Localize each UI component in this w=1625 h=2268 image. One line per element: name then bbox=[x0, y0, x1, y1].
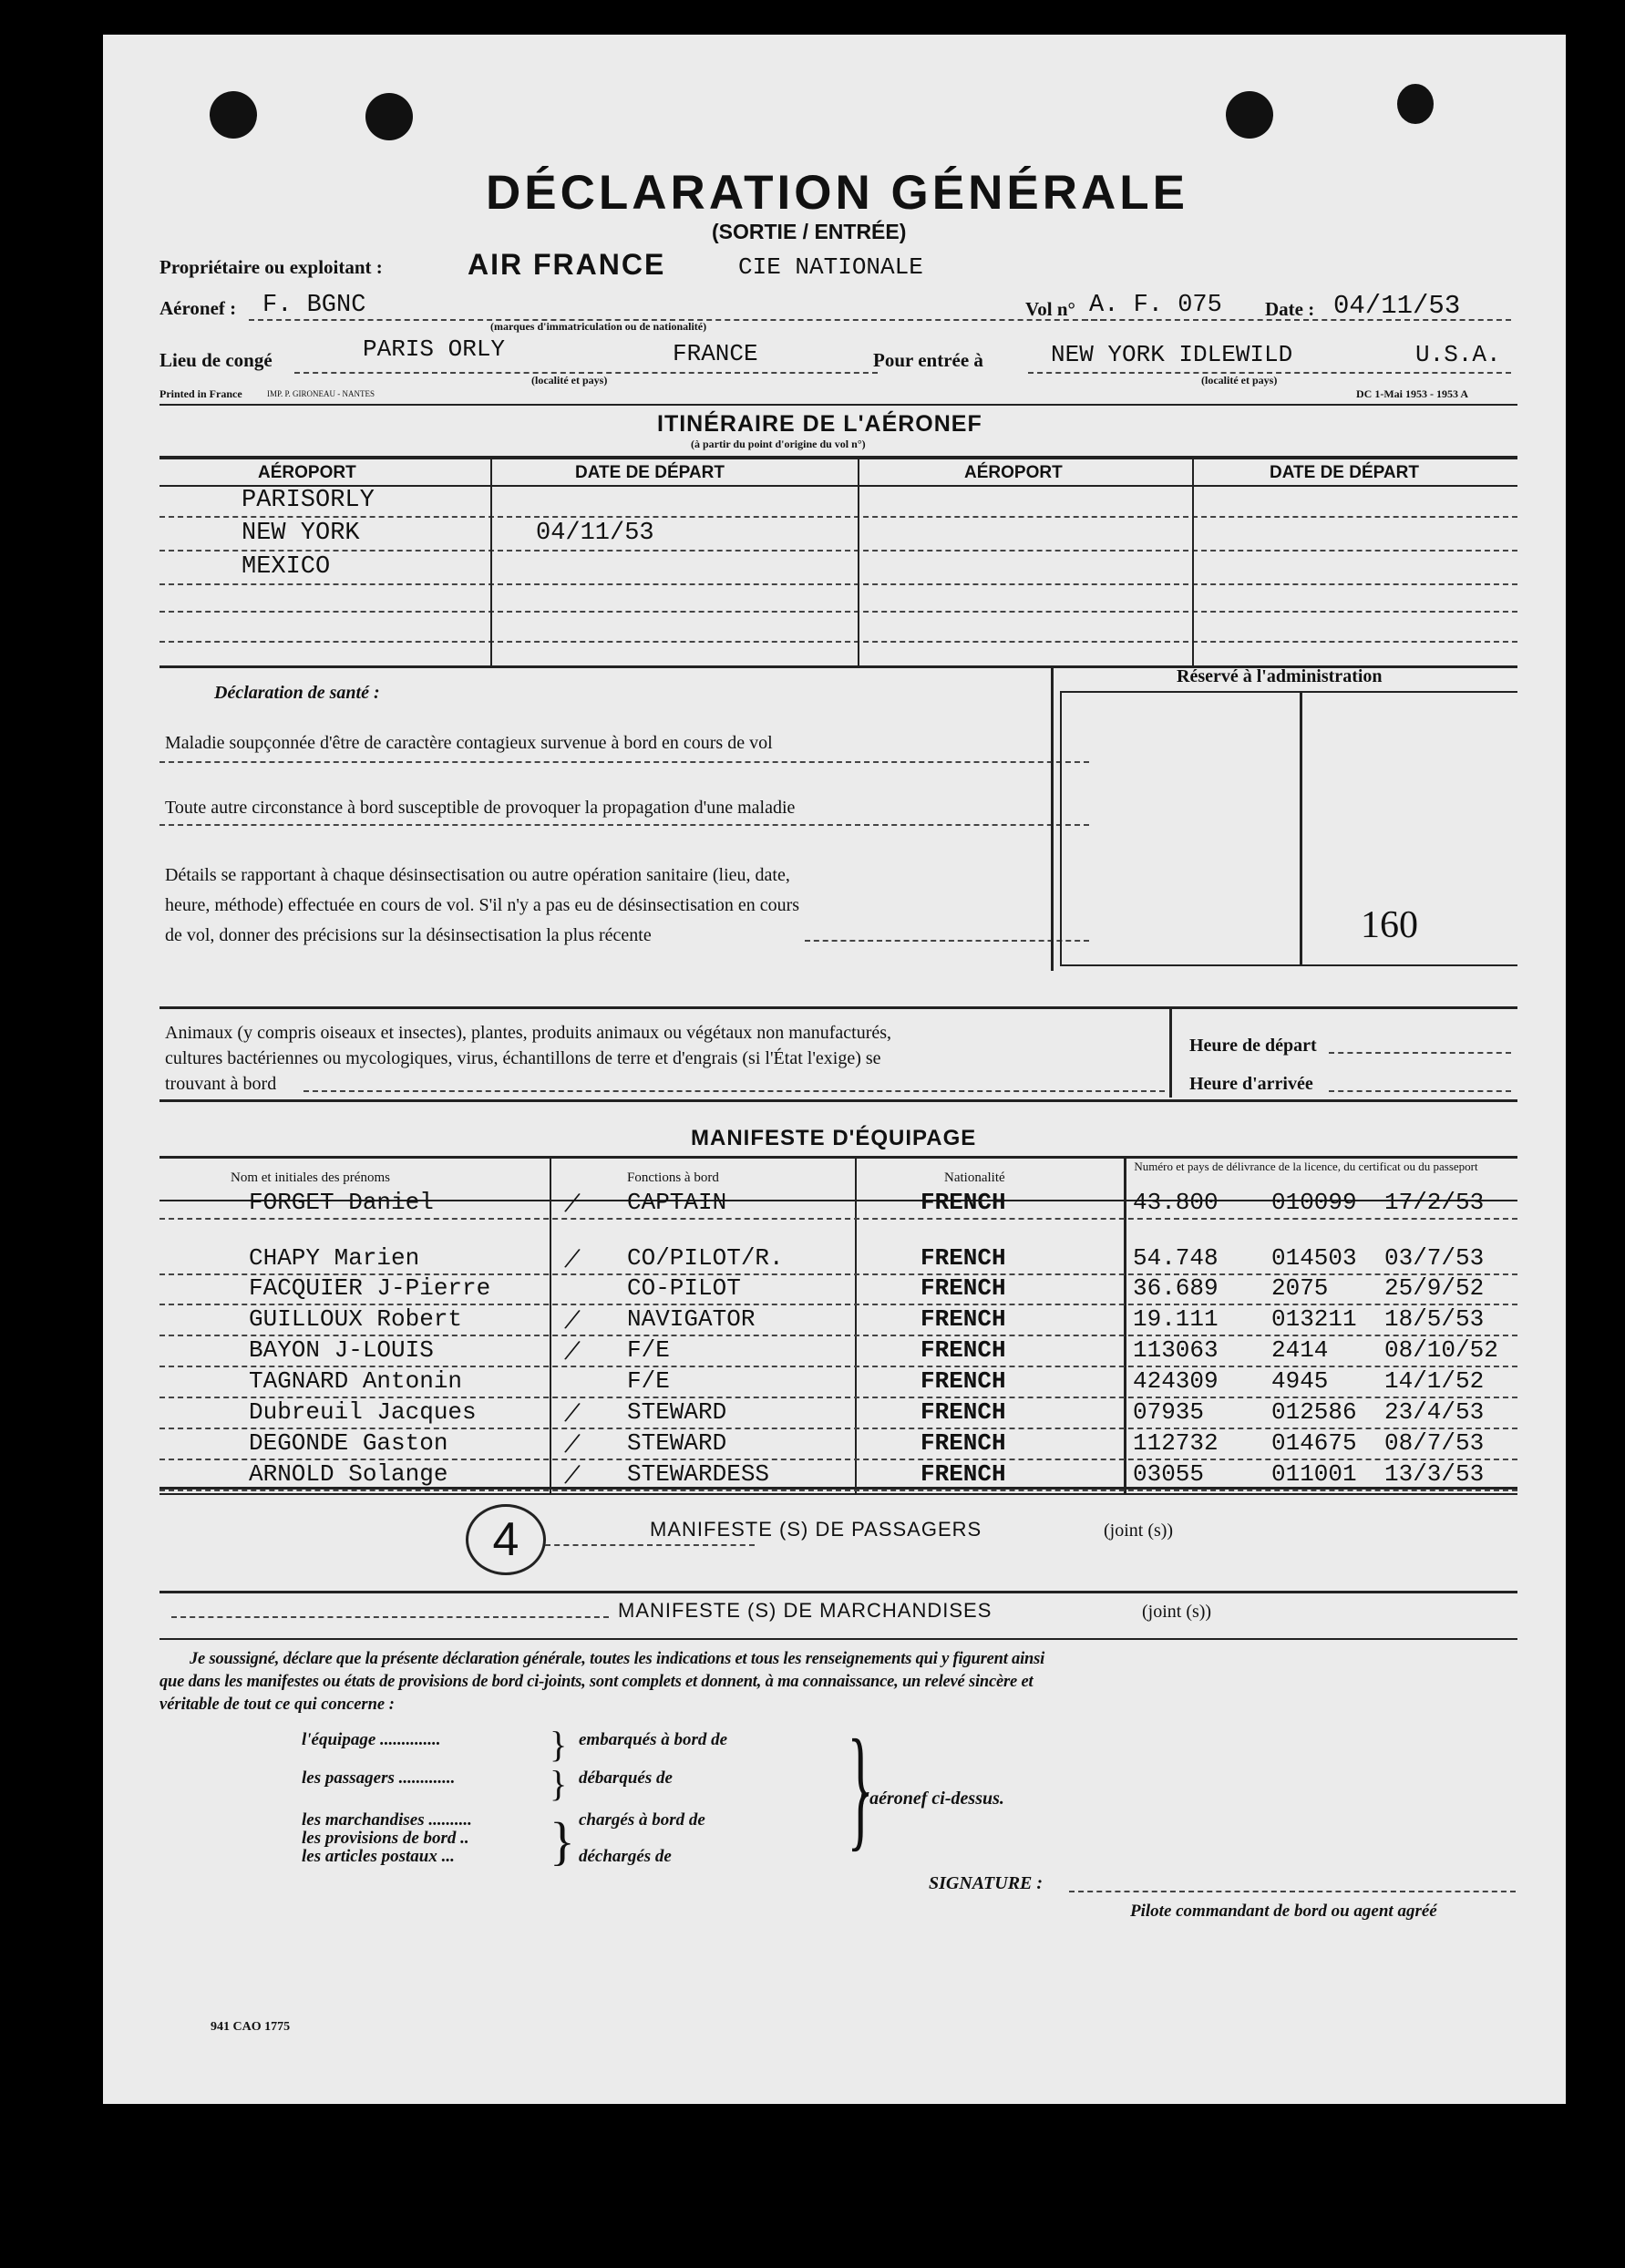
crew-row-rule bbox=[159, 1218, 1517, 1220]
statement-middle-1: embarqués à bord de bbox=[579, 1730, 728, 1749]
crew-header-function: Fonctions à bord bbox=[627, 1170, 719, 1185]
signature-note: Pilote commandant de bord ou agent agréé bbox=[1130, 1902, 1437, 1921]
crew-cell-n1: 43.800 bbox=[1133, 1189, 1219, 1216]
flight-label: Vol n° bbox=[1025, 298, 1075, 320]
crew-header-name: Nom et initiales des prénoms bbox=[231, 1170, 390, 1185]
owner-value-2: CIE NATIONALE bbox=[738, 253, 923, 281]
departure-place-note: (localité et pays) bbox=[531, 374, 608, 387]
itinerary-header-airport-2: AÉROPORT bbox=[964, 463, 1063, 482]
crew-cell-n1: 54.748 bbox=[1133, 1244, 1219, 1272]
departure-place-label: Lieu de congé bbox=[159, 349, 273, 371]
crew-cell-n2: 2414 bbox=[1271, 1336, 1329, 1364]
crew-cell-nationality: FRENCH bbox=[920, 1460, 1006, 1488]
crew-header-nationality: Nationalité bbox=[944, 1170, 1005, 1185]
crew-cell-nationality: FRENCH bbox=[920, 1189, 1006, 1216]
crew-cell-nationality: FRENCH bbox=[920, 1274, 1006, 1302]
crew-cell-nationality: FRENCH bbox=[920, 1398, 1006, 1426]
crew-cell-n2: 013211 bbox=[1271, 1305, 1357, 1333]
form-reference: DC 1-Mai 1953 - 1953 A bbox=[1356, 387, 1468, 400]
crew-cell-n2: 2075 bbox=[1271, 1274, 1329, 1302]
punch-hole bbox=[365, 93, 413, 140]
animals-line-1: Animaux (y compris oiseaux et insectes), plantes, produits animaux ou végétaux non manufacturés, bbox=[165, 1023, 892, 1043]
punch-hole bbox=[1226, 91, 1273, 139]
crew-cell-function: CAPTAIN bbox=[627, 1189, 727, 1216]
crew-cell-name: TAGNARD Antonin bbox=[249, 1367, 463, 1395]
statement-left-5: les articles postaux ... bbox=[302, 1847, 455, 1866]
aircraft-label: Aéronef : bbox=[159, 297, 237, 319]
crew-cell-n3: 08/7/53 bbox=[1384, 1429, 1485, 1457]
statement-left-3: les marchandises .......... bbox=[302, 1810, 472, 1830]
date-value: 04/11/53 bbox=[1333, 291, 1461, 321]
crew-cell-name: ARNOLD Solange bbox=[249, 1460, 448, 1488]
depart-time-label: Heure de départ bbox=[1189, 1036, 1317, 1056]
statement-line-2: que dans les manifestes ou états de provisions de bord ci-joints, sont complets et donnent, à ma connaissance, un relevé sincère et bbox=[159, 1673, 1034, 1691]
passengers-label: MANIFESTE (S) DE PASSAGERS bbox=[650, 1518, 982, 1541]
crew-cell-n1: 36.689 bbox=[1133, 1274, 1219, 1302]
owner-label: Propriétaire ou exploitant : bbox=[159, 256, 383, 278]
goods-label: MANIFESTE (S) DE MARCHANDISES bbox=[618, 1599, 992, 1622]
health-title: Déclaration de santé : bbox=[214, 683, 380, 703]
crew-cell-n1: 113063 bbox=[1133, 1336, 1219, 1364]
crew-cell-name: DEGONDE Gaston bbox=[249, 1429, 448, 1457]
crew-cell-n3: 17/2/53 bbox=[1384, 1189, 1485, 1216]
crew-cell-name: Dubreuil Jacques bbox=[249, 1398, 477, 1426]
crew-cell-n2: 010099 bbox=[1271, 1189, 1357, 1216]
itinerary-airport-3: MEXICO bbox=[242, 553, 331, 581]
crew-cell-n1: 07935 bbox=[1133, 1398, 1205, 1426]
statement-left-4: les provisions de bord .. bbox=[302, 1829, 469, 1848]
check-mark-icon: / bbox=[561, 1424, 583, 1462]
departure-place-value: PARIS ORLY bbox=[363, 335, 506, 363]
check-mark-icon: / bbox=[561, 1331, 583, 1369]
crew-cell-n1: 19.111 bbox=[1133, 1305, 1219, 1333]
crew-cell-function: CO/PILOT/R. bbox=[627, 1244, 784, 1272]
crew-cell-n2: 014503 bbox=[1271, 1244, 1357, 1272]
crew-cell-function: F/E bbox=[627, 1336, 670, 1364]
crew-cell-n2: 4945 bbox=[1271, 1367, 1329, 1395]
entry-label: Pour entrée à bbox=[873, 349, 983, 371]
arrival-time-label: Heure d'arrivée bbox=[1189, 1074, 1313, 1094]
statement-left-2: les passagers ............. bbox=[302, 1768, 456, 1788]
brace: } bbox=[550, 1724, 568, 1765]
itinerary-header-date-2: DATE DE DÉPART bbox=[1270, 463, 1419, 482]
crew-cell-name: BAYON J-LOUIS bbox=[249, 1336, 434, 1364]
flight-value: A. F. 075 bbox=[1089, 292, 1222, 319]
owner-value: AIR FRANCE bbox=[468, 248, 666, 281]
signature-label: SIGNATURE : bbox=[929, 1873, 1044, 1893]
statement-left-1: l'équipage .............. bbox=[302, 1730, 441, 1749]
entry-country-value: U.S.A. bbox=[1415, 341, 1501, 368]
printed-note: Printed in France bbox=[159, 387, 242, 400]
crew-cell-n2: 012586 bbox=[1271, 1398, 1357, 1426]
crew-header-license: Numéro et pays de délivrance de la licence, du certificat ou du passeport bbox=[1134, 1160, 1478, 1173]
crew-cell-n3: 25/9/52 bbox=[1384, 1274, 1485, 1302]
crew-cell-name: CHAPY Marien bbox=[249, 1244, 420, 1272]
aircraft-value: F. BGNC bbox=[262, 292, 366, 319]
big-brace: } bbox=[847, 1712, 874, 1863]
printer-note: IMP. P. GIRONEAU - NANTES bbox=[267, 389, 375, 398]
statement-middle-2: débarqués de bbox=[579, 1768, 673, 1788]
crew-cell-function: F/E bbox=[627, 1367, 670, 1395]
health-line-3a: Détails se rapportant à chaque désinsectisation ou autre opération sanitaire (lieu, date, bbox=[165, 865, 790, 885]
crew-cell-nationality: FRENCH bbox=[920, 1305, 1006, 1333]
check-mark-icon: / bbox=[561, 1183, 583, 1222]
passengers-joint: (joint (s)) bbox=[1104, 1521, 1174, 1541]
crew-cell-nationality: FRENCH bbox=[920, 1244, 1006, 1272]
crew-cell-n1: 03055 bbox=[1133, 1460, 1205, 1488]
health-line-3b: heure, méthode) effectuée en cours de vol. S'il n'y a pas eu de désinsectisation en cours bbox=[165, 895, 800, 915]
health-line-3c: de vol, donner des précisions sur la désinsectisation la plus récente bbox=[165, 925, 652, 945]
brace: } bbox=[550, 1811, 575, 1871]
crew-cell-n3: 14/1/52 bbox=[1384, 1367, 1485, 1395]
statement-middle-3: chargés à bord de bbox=[579, 1810, 705, 1830]
crew-cell-n1: 112732 bbox=[1133, 1429, 1219, 1457]
itinerary-date-2: 04/11/53 bbox=[536, 520, 654, 547]
crew-cell-n3: 13/3/53 bbox=[1384, 1460, 1485, 1488]
statement-line-3: véritable de tout ce qui concerne : bbox=[159, 1696, 395, 1714]
crew-cell-n3: 03/7/53 bbox=[1384, 1244, 1485, 1272]
crew-cell-n3: 23/4/53 bbox=[1384, 1398, 1485, 1426]
passenger-count: 4 bbox=[492, 1513, 519, 1566]
admin-number: 160 bbox=[1361, 904, 1418, 946]
animals-line-3: trouvant à bord bbox=[165, 1074, 277, 1094]
brace: } bbox=[550, 1763, 568, 1804]
crew-cell-n3: 18/5/53 bbox=[1384, 1305, 1485, 1333]
crew-cell-function: STEWARD bbox=[627, 1429, 727, 1457]
statement-right: l'aéronef ci-dessus. bbox=[859, 1789, 1004, 1809]
health-line-1: Maladie soupçonnée d'être de caractère contagieux survenue à bord en cours de vol bbox=[165, 733, 773, 753]
statement-middle-4: déchargés de bbox=[579, 1847, 672, 1866]
page-subtitle: (SORTIE / ENTRÉE) bbox=[712, 220, 907, 243]
crew-cell-name: FORGET Daniel bbox=[249, 1189, 434, 1216]
punch-hole bbox=[1397, 84, 1434, 124]
passenger-count-circle bbox=[466, 1504, 546, 1575]
admin-title: Réservé à l'administration bbox=[1177, 666, 1383, 686]
crew-cell-function: STEWARD bbox=[627, 1398, 727, 1426]
crew-cell-function: STEWARDESS bbox=[627, 1460, 770, 1488]
statement-line-1: Je soussigné, déclare que la présente déclaration générale, toutes les indications et tous les renseignements qui y figurent ainsi bbox=[190, 1650, 1045, 1668]
crew-cell-nationality: FRENCH bbox=[920, 1367, 1006, 1395]
crew-cell-function: NAVIGATOR bbox=[627, 1305, 756, 1333]
aircraft-note: (marques d'immatriculation ou de nationalité) bbox=[490, 320, 707, 333]
check-mark-icon: / bbox=[561, 1300, 583, 1338]
entry-note: (localité et pays) bbox=[1201, 374, 1278, 387]
page-title: DÉCLARATION GÉNÉRALE bbox=[486, 166, 1188, 220]
date-label: Date : bbox=[1265, 298, 1315, 320]
crew-cell-n2: 014675 bbox=[1271, 1429, 1357, 1457]
itinerary-title: ITINÉRAIRE DE L'AÉRONEF bbox=[657, 411, 982, 437]
crew-cell-nationality: FRENCH bbox=[920, 1429, 1006, 1457]
entry-value: NEW YORK IDLEWILD bbox=[1051, 341, 1293, 368]
check-mark-icon: / bbox=[561, 1455, 583, 1493]
crew-title: MANIFESTE D'ÉQUIPAGE bbox=[691, 1126, 977, 1150]
check-mark-icon: / bbox=[561, 1393, 583, 1431]
crew-cell-nationality: FRENCH bbox=[920, 1336, 1006, 1364]
health-line-2: Toute autre circonstance à bord susceptible de provoquer la propagation d'une maladie bbox=[165, 798, 796, 818]
itinerary-airport-1: PARISORLY bbox=[242, 487, 375, 514]
animals-line-2: cultures bactériennes ou mycologiques, virus, échantillons de terre et d'engrais (si l'État l'exige) se bbox=[165, 1048, 881, 1068]
punch-hole bbox=[210, 91, 257, 139]
crew-row-rule bbox=[159, 1490, 1517, 1491]
itinerary-header-airport-1: AÉROPORT bbox=[258, 463, 356, 482]
document-page bbox=[103, 35, 1566, 2104]
check-mark-icon: / bbox=[561, 1239, 583, 1277]
itinerary-airport-2: NEW YORK bbox=[242, 520, 360, 547]
itinerary-subtitle: (à partir du point d'origine du vol n°) bbox=[691, 438, 866, 450]
goods-joint: (joint (s)) bbox=[1142, 1602, 1212, 1622]
crew-cell-n1: 424309 bbox=[1133, 1367, 1219, 1395]
footer-code: 941 CAO 1775 bbox=[211, 2020, 291, 2034]
departure-country-value: FRANCE bbox=[673, 340, 758, 367]
crew-cell-name: GUILLOUX Robert bbox=[249, 1305, 463, 1333]
crew-cell-function: CO-PILOT bbox=[627, 1274, 741, 1302]
itinerary-header-date-1: DATE DE DÉPART bbox=[575, 463, 725, 482]
crew-cell-n2: 011001 bbox=[1271, 1460, 1357, 1488]
crew-cell-name: FACQUIER J-Pierre bbox=[249, 1274, 491, 1302]
crew-cell-n3: 08/10/52 bbox=[1384, 1336, 1498, 1364]
